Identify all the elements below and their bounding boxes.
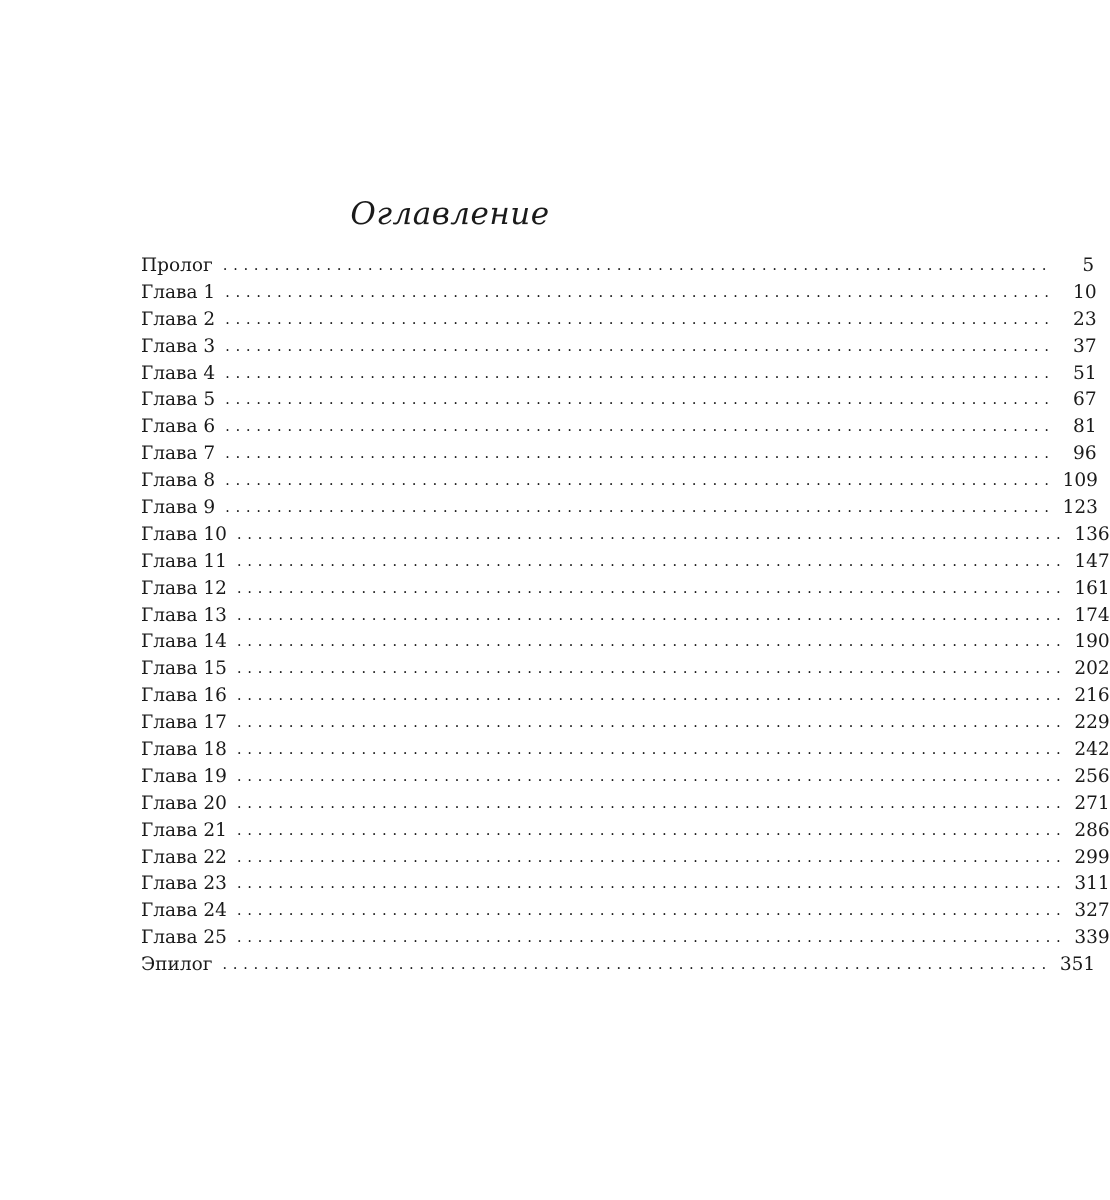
toc-entry (141, 576, 1110, 603)
toc-entry (141, 764, 1110, 791)
toc-entry-label: Глава 25 (141, 927, 227, 949)
toc-entry-label: Глава 16 (141, 685, 227, 707)
toc-entry-label: Глава 4 (141, 362, 216, 384)
toc-entry-page-number: 216 (1074, 685, 1110, 707)
toc-entry-page-number: 23 (1073, 308, 1097, 330)
toc-entry-page-number: 202 (1074, 658, 1110, 680)
toc-entry (141, 952, 1096, 979)
toc-entry (141, 334, 1097, 361)
toc-entry (141, 603, 1110, 630)
dot-leader: ................................................................................ (225, 336, 1055, 355)
toc-entry-page-number: 96 (1073, 443, 1097, 465)
toc-entry-page-number: 51 (1073, 362, 1097, 384)
toc-entry-label: Глава 5 (141, 389, 216, 411)
toc-entry-label: Глава 13 (141, 604, 227, 626)
toc-entry-label: Глава 21 (141, 819, 227, 841)
toc-entry (141, 683, 1110, 710)
toc-entry-label: Глава 6 (141, 416, 216, 438)
dot-leader: ................................................................................ (236, 632, 1067, 651)
dot-leader: ................................................................................ (236, 551, 1067, 570)
toc-entry-label: Глава 8 (141, 470, 216, 492)
toc-entry-page-number: 242 (1074, 739, 1110, 761)
toc-entry-label: Глава 7 (141, 443, 216, 465)
toc-entry-page-number: 311 (1074, 873, 1110, 895)
dot-leader: ................................................................................ (236, 874, 1067, 893)
toc-entry-page-number: 271 (1074, 792, 1110, 814)
toc-entry-page-number: 37 (1073, 335, 1097, 357)
toc-entry-page-number: 109 (1062, 470, 1098, 492)
dot-leader: ................................................................................ (225, 390, 1055, 409)
dot-leader: ................................................................................ (236, 847, 1067, 866)
toc-entry (141, 898, 1110, 925)
dot-leader: ................................................................................ (225, 498, 1055, 517)
toc-entry (141, 629, 1110, 656)
dot-leader: ................................................................................ (222, 256, 1053, 274)
toc-entry (141, 549, 1110, 576)
toc-entry-page-number: 339 (1074, 927, 1110, 949)
toc-entry-label: Глава 3 (141, 335, 216, 357)
toc-entry-label: Эпилог (141, 954, 213, 976)
dot-leader: ................................................................................ (236, 713, 1067, 732)
toc-entry (141, 791, 1110, 818)
dot-leader: ................................................................................ (225, 444, 1055, 463)
toc-entry (141, 845, 1110, 872)
toc-entry (141, 656, 1110, 683)
dot-leader: ................................................................................ (236, 524, 1067, 543)
toc-entry-page-number: 161 (1074, 577, 1110, 599)
toc-entry (141, 387, 1097, 414)
toc-title: Оглавление (350, 196, 550, 232)
toc-entry (141, 737, 1110, 764)
dot-leader: ................................................................................ (236, 820, 1067, 839)
dot-leader: ................................................................................ (225, 417, 1055, 436)
toc-entry-page-number: 123 (1062, 497, 1098, 519)
toc-entry (141, 818, 1110, 845)
toc-entry-label: Глава 18 (141, 739, 227, 761)
toc-entry-label: Глава 9 (141, 497, 216, 519)
toc-entry-page-number: 190 (1074, 631, 1110, 653)
toc-entry-page-number: 174 (1074, 604, 1110, 626)
dot-leader: ................................................................................ (225, 282, 1055, 301)
toc-entry-page-number: 10 (1073, 281, 1097, 303)
toc-entry (141, 495, 1098, 522)
toc-entry-label: Глава 12 (141, 577, 227, 599)
toc-entry-label: Глава 2 (141, 308, 216, 330)
toc-entry-label: Глава 17 (141, 712, 227, 734)
toc-entry-label: Пролог (141, 255, 213, 276)
toc-entry-page-number: 286 (1074, 819, 1110, 841)
dot-leader: ................................................................................ (236, 578, 1067, 597)
toc-entry-label: Глава 19 (141, 765, 227, 787)
toc-entry (141, 710, 1110, 737)
toc-entry (141, 253, 1095, 280)
toc-entry (141, 468, 1098, 495)
dot-leader: ................................................................................ (225, 471, 1055, 490)
toc-entry-page-number: 136 (1074, 523, 1110, 545)
toc-entry (141, 522, 1110, 549)
toc-entry-page-number: 81 (1073, 416, 1097, 438)
toc-entry-label: Глава 11 (141, 550, 227, 572)
dot-leader: ................................................................................ (236, 740, 1067, 759)
toc-entry-label: Глава 1 (141, 281, 216, 303)
toc-entry-page-number: 299 (1074, 846, 1110, 868)
toc-entry-page-number: 147 (1074, 550, 1110, 572)
dot-leader: ................................................................................ (236, 901, 1067, 920)
toc-entry-label: Глава 23 (141, 873, 227, 895)
toc-entry-label: Глава 15 (141, 658, 227, 680)
toc-entry-page-number: 256 (1074, 765, 1110, 787)
toc-entry-label: Глава 22 (141, 846, 227, 868)
dot-leader: ................................................................................ (236, 793, 1067, 812)
toc-list (141, 253, 1110, 979)
toc-entry (141, 280, 1097, 307)
toc-entry-page-number: 67 (1073, 389, 1097, 411)
dot-leader: ................................................................................ (225, 309, 1055, 328)
dot-leader: ................................................................................ (236, 659, 1067, 678)
toc-entry-label: Глава 24 (141, 900, 227, 922)
toc-entry-label: Глава 10 (141, 523, 227, 545)
toc-entry (141, 441, 1097, 468)
toc-entry-label: Глава 20 (141, 792, 227, 814)
toc-entry-page-number: 327 (1074, 900, 1110, 922)
dot-leader: ................................................................................ (222, 955, 1052, 974)
toc-entry (141, 361, 1097, 388)
dot-leader: ................................................................................ (236, 686, 1067, 705)
dot-leader: ................................................................................ (236, 605, 1067, 624)
dot-leader: ................................................................................ (236, 766, 1067, 785)
toc-entry (141, 414, 1097, 441)
toc-entry (141, 925, 1110, 952)
toc-entry-label: Глава 14 (141, 631, 227, 653)
toc-entry-page-number: 5 (1082, 255, 1095, 276)
dot-leader: ................................................................................ (225, 363, 1055, 382)
toc-entry (141, 307, 1097, 334)
toc-entry (141, 871, 1110, 898)
dot-leader: ................................................................................ (236, 928, 1067, 947)
toc-entry-page-number: 229 (1074, 712, 1110, 734)
toc-entry-page-number: 351 (1059, 954, 1096, 976)
